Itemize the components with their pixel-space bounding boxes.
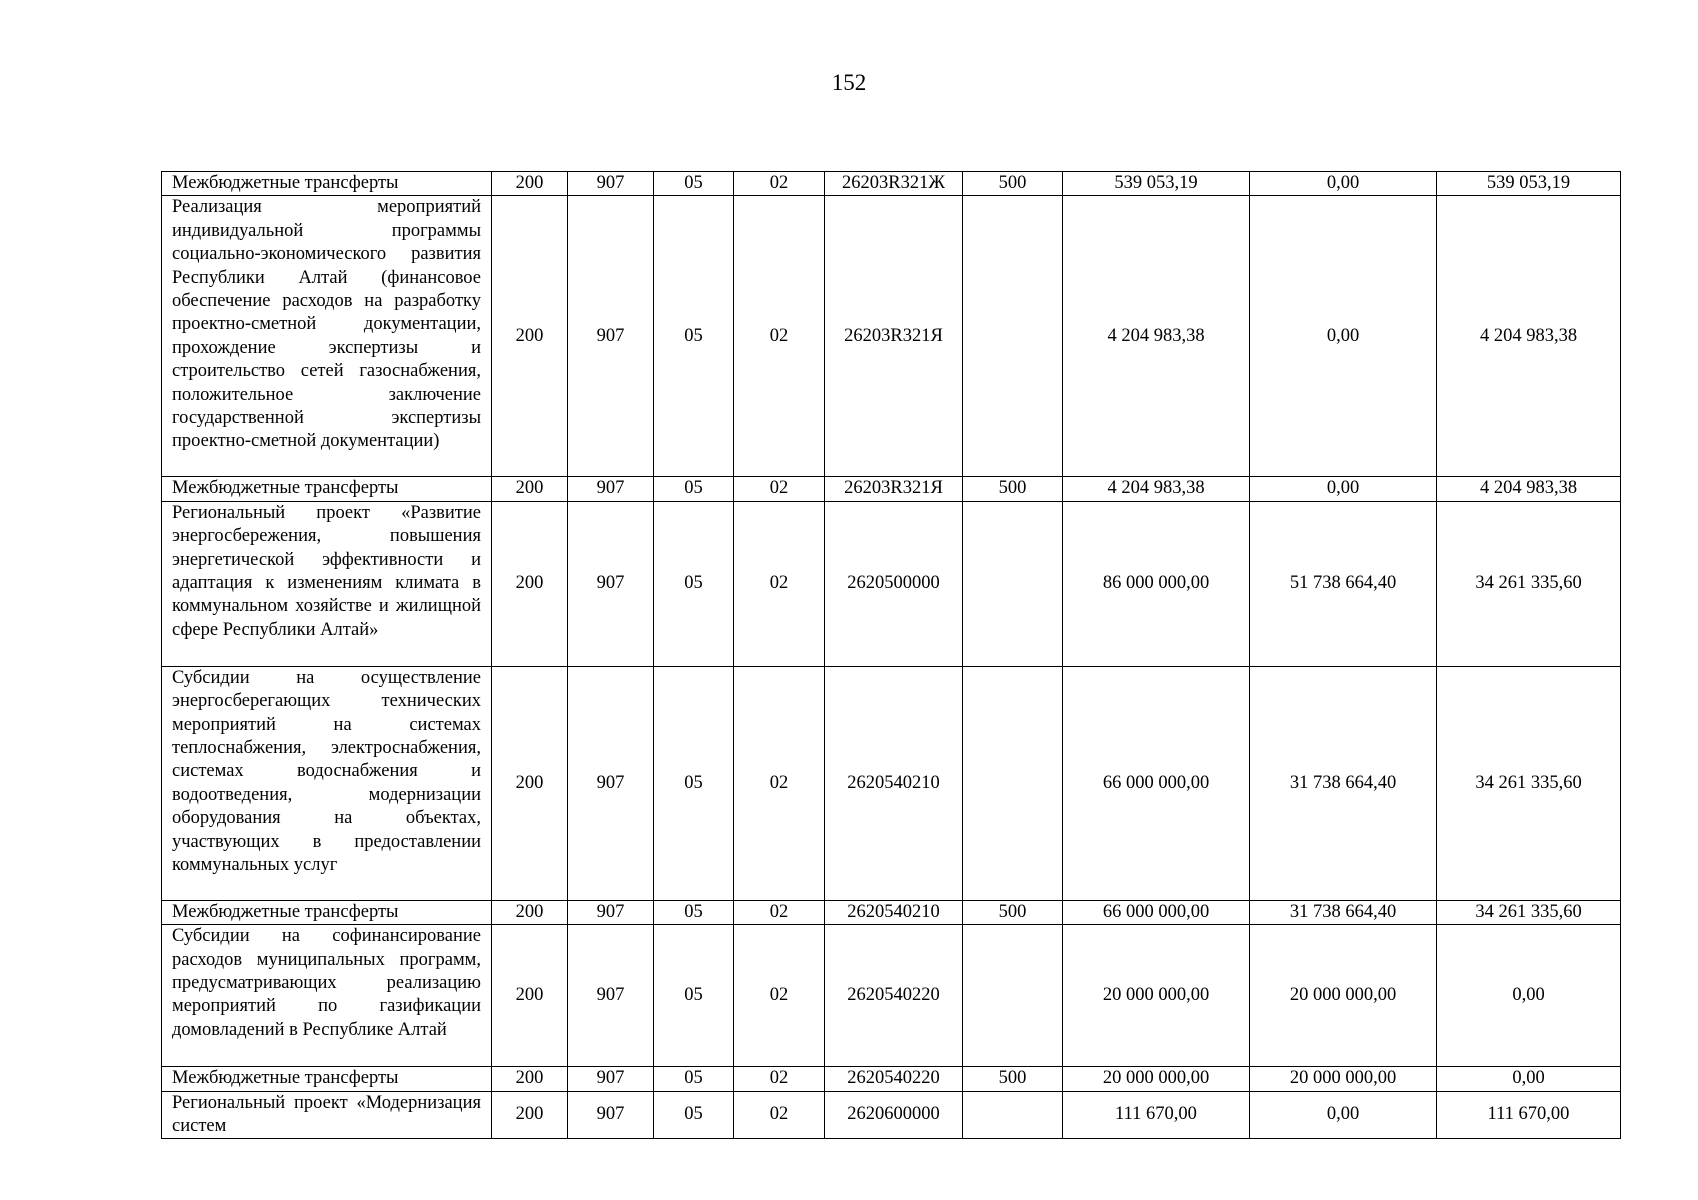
cell-c4: 02: [734, 501, 825, 666]
cell-c2: 907: [568, 1067, 654, 1091]
cell-c3: 05: [654, 666, 734, 900]
cell-code: 2620540220: [825, 925, 963, 1067]
cell-c1: 200: [492, 172, 568, 196]
cell-c4: 02: [734, 1067, 825, 1091]
cell-c2: 907: [568, 172, 654, 196]
cell-code: 2620540210: [825, 666, 963, 900]
cell-amount-1: 4 204 983,38: [1063, 477, 1250, 501]
cell-c4: 02: [734, 1091, 825, 1139]
table-row: [162, 196, 1621, 477]
cell-vr: [963, 1091, 1063, 1139]
cell-c1: 200: [492, 501, 568, 666]
cell-code: 2620540210: [825, 900, 963, 924]
cell-amount-3: 34 261 335,60: [1437, 900, 1621, 924]
cell-c3: 05: [654, 477, 734, 501]
cell-c3: 05: [654, 1067, 734, 1091]
cell-c3: 05: [654, 196, 734, 477]
row-description: Межбюджетные трансферты: [162, 172, 492, 196]
page-number: 152: [831, 70, 867, 95]
cell-amount-3: 0,00: [1437, 925, 1621, 1067]
cell-vr: 500: [963, 477, 1063, 501]
cell-c4: 02: [734, 666, 825, 900]
cell-amount-2: 0,00: [1250, 477, 1437, 501]
cell-amount-1: 539 053,19: [1063, 172, 1250, 196]
cell-c1: 200: [492, 1091, 568, 1139]
cell-c4: 02: [734, 900, 825, 924]
cell-amount-2: 31 738 664,40: [1250, 900, 1437, 924]
cell-amount-1: 20 000 000,00: [1063, 925, 1250, 1067]
cell-c2: 907: [568, 1091, 654, 1139]
cell-c4: 02: [734, 477, 825, 501]
cell-code: 2620600000: [825, 1091, 963, 1139]
cell-vr: [963, 196, 1063, 477]
cell-code: 2620500000: [825, 501, 963, 666]
row-description: Субсидии на софинансирование расходов муниципальных программ, предусматривающих реализацию мероприятий по газификации домовладений в Республике Алтай: [162, 925, 492, 1067]
table-row: [162, 1067, 1621, 1091]
cell-amount-3: 34 261 335,60: [1437, 666, 1621, 900]
cell-c3: 05: [654, 172, 734, 196]
cell-c1: 200: [492, 477, 568, 501]
cell-c2: 907: [568, 477, 654, 501]
cell-c1: 200: [492, 900, 568, 924]
cell-amount-3: 34 261 335,60: [1437, 501, 1621, 666]
cell-amount-3: 4 204 983,38: [1437, 477, 1621, 501]
row-description: Субсидии на осуществление энергосберегающих технических мероприятий на системах теплоснабжения, электроснабжения, системах водоснабжения и водоотведения, модернизации оборудования на объектах, участвующих в предоставлении коммунальных услуг: [162, 666, 492, 900]
cell-amount-1: 66 000 000,00: [1063, 666, 1250, 900]
cell-c2: 907: [568, 666, 654, 900]
table-row: [162, 172, 1621, 196]
cell-c4: 02: [734, 196, 825, 477]
cell-amount-2: 0,00: [1250, 172, 1437, 196]
cell-amount-3: 0,00: [1437, 1067, 1621, 1091]
cell-vr: [963, 666, 1063, 900]
cell-amount-1: 111 670,00: [1063, 1091, 1250, 1139]
cell-c3: 05: [654, 900, 734, 924]
table-row: [162, 501, 1621, 666]
table-row: [162, 1091, 1621, 1139]
cell-vr: 500: [963, 900, 1063, 924]
cell-vr: [963, 925, 1063, 1067]
row-description: Реализация мероприятий индивидуальной программы социально-экономического развития Республики Алтай (финансовое обеспечение расходов на разработку проектно-сметной документации, прохождение экспертизы и строительство сетей газоснабжения, положительное заключение государственной экспертизы проектно-сметной документации): [162, 196, 492, 477]
row-description: Межбюджетные трансферты: [162, 1067, 492, 1091]
cell-c4: 02: [734, 925, 825, 1067]
table-row: [162, 900, 1621, 924]
cell-c1: 200: [492, 196, 568, 477]
cell-vr: [963, 501, 1063, 666]
cell-code: 26203R321Я: [825, 196, 963, 477]
table-row: [162, 666, 1621, 900]
cell-c3: 05: [654, 1091, 734, 1139]
cell-c2: 907: [568, 925, 654, 1067]
cell-code: 26203R321Я: [825, 477, 963, 501]
cell-c2: 907: [568, 501, 654, 666]
table-row: [162, 477, 1621, 501]
cell-vr: 500: [963, 1067, 1063, 1091]
cell-amount-1: 4 204 983,38: [1063, 196, 1250, 477]
cell-amount-3: 539 053,19: [1437, 172, 1621, 196]
cell-amount-2: 20 000 000,00: [1250, 925, 1437, 1067]
cell-amount-2: 0,00: [1250, 1091, 1437, 1139]
cell-amount-1: 20 000 000,00: [1063, 1067, 1250, 1091]
cell-amount-2: 31 738 664,40: [1250, 666, 1437, 900]
cell-amount-2: 51 738 664,40: [1250, 501, 1437, 666]
row-description: Региональный проект «Модернизация систем: [162, 1091, 492, 1139]
cell-c1: 200: [492, 666, 568, 900]
row-description: Межбюджетные трансферты: [162, 477, 492, 501]
row-description: Межбюджетные трансферты: [162, 900, 492, 924]
cell-c1: 200: [492, 925, 568, 1067]
cell-vr: 500: [963, 172, 1063, 196]
cell-c3: 05: [654, 501, 734, 666]
row-description: Региональный проект «Развитие энергосбережения, повышения энергетической эффективности и адаптация к изменениям климата в коммунальном хозяйстве и жилищной сфере Республики Алтай»: [162, 501, 492, 666]
cell-amount-3: 4 204 983,38: [1437, 196, 1621, 477]
cell-code: 26203R321Ж: [825, 172, 963, 196]
table-row: [162, 925, 1621, 1067]
cell-c3: 05: [654, 925, 734, 1067]
cell-amount-1: 86 000 000,00: [1063, 501, 1250, 666]
cell-amount-1: 66 000 000,00: [1063, 900, 1250, 924]
cell-c2: 907: [568, 196, 654, 477]
cell-amount-3: 111 670,00: [1437, 1091, 1621, 1139]
cell-c4: 02: [734, 172, 825, 196]
cell-code: 2620540220: [825, 1067, 963, 1091]
cell-c2: 907: [568, 900, 654, 924]
cell-amount-2: 20 000 000,00: [1250, 1067, 1437, 1091]
cell-c1: 200: [492, 1067, 568, 1091]
budget-table: [161, 171, 1621, 1139]
cell-amount-2: 0,00: [1250, 196, 1437, 477]
